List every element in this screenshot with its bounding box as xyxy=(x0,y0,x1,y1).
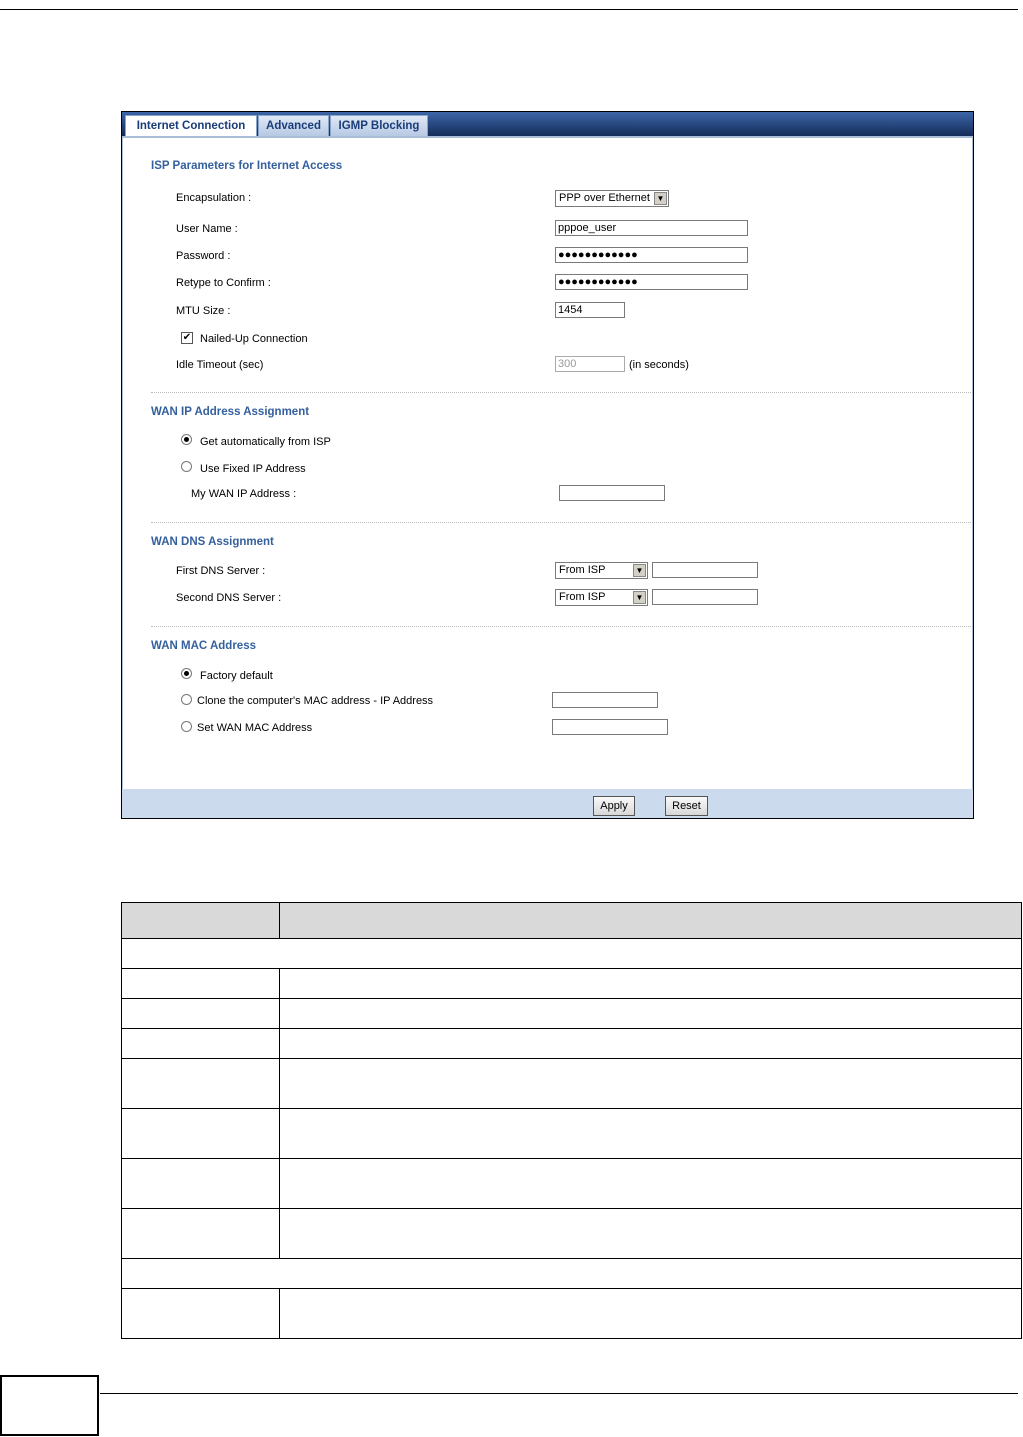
table-cell xyxy=(280,1159,1022,1209)
chevron-down-icon: ▼ xyxy=(654,192,667,205)
table-cell xyxy=(122,939,1022,969)
table-cell xyxy=(280,999,1022,1029)
button-bar xyxy=(122,789,973,818)
table-row xyxy=(122,1159,1022,1209)
section-divider xyxy=(151,392,971,393)
table-cell xyxy=(122,999,280,1029)
clone-mac-radio[interactable] xyxy=(181,694,192,705)
table-row xyxy=(122,1209,1022,1259)
chevron-down-icon: ▼ xyxy=(633,591,646,604)
tab-igmp-blocking[interactable]: IGMP Blocking xyxy=(330,115,428,136)
reset-button[interactable]: Reset xyxy=(665,796,708,816)
mtu-label: MTU Size : xyxy=(176,305,231,317)
first-dns-input[interactable] xyxy=(652,562,758,578)
idle-timeout-unit: (in seconds) xyxy=(629,359,689,371)
apply-button[interactable]: Apply xyxy=(593,796,635,816)
table-cell xyxy=(122,1209,280,1259)
table-cell xyxy=(122,1259,1022,1289)
factory-default-radio[interactable] xyxy=(181,668,192,679)
section-divider xyxy=(151,626,971,627)
get-auto-radio[interactable] xyxy=(181,434,192,445)
idle-timeout-input[interactable]: 300 xyxy=(555,356,625,372)
table-section-row xyxy=(122,939,1022,969)
get-auto-label: Get automatically from ISP xyxy=(200,436,331,448)
retype-password-input[interactable]: ●●●●●●●●●●●● xyxy=(555,274,748,290)
retype-label: Retype to Confirm : xyxy=(176,277,271,289)
set-mac-radio[interactable] xyxy=(181,721,192,732)
set-mac-input[interactable] xyxy=(552,719,668,735)
first-dns-label: First DNS Server : xyxy=(176,565,266,577)
clone-mac-ip-input[interactable] xyxy=(552,692,658,708)
table-cell xyxy=(280,1029,1022,1059)
section-title-wan-mac: WAN MAC Address xyxy=(151,640,256,652)
second-dns-label: Second DNS Server : xyxy=(176,592,282,604)
section-title-wan-ip: WAN IP Address Assignment xyxy=(151,406,310,418)
clone-mac-label: Clone the computer's MAC address - IP Address xyxy=(197,695,434,707)
nailed-up-checkbox[interactable]: ✔ xyxy=(182,332,192,343)
page-header-rule xyxy=(0,9,1018,10)
table-row xyxy=(122,969,1022,999)
description-table xyxy=(121,902,1022,1339)
username-input[interactable]: pppoe_user xyxy=(555,220,748,236)
page-number-box xyxy=(0,1375,99,1436)
tab-internet-connection[interactable]: Internet Connection xyxy=(125,115,257,136)
chevron-down-icon: ▼ xyxy=(633,564,646,577)
table-cell xyxy=(280,1209,1022,1259)
page-footer-rule xyxy=(100,1393,1018,1394)
tab-bar xyxy=(122,112,973,136)
fixed-ip-label: Use Fixed IP Address xyxy=(200,463,306,475)
username-label: User Name : xyxy=(176,223,238,235)
section-title-wan-dns: WAN DNS Assignment xyxy=(151,536,274,548)
second-dns-select[interactable] xyxy=(555,589,648,606)
table-row xyxy=(122,1289,1022,1339)
nailed-up-label: Nailed-Up Connection xyxy=(200,333,308,345)
table-cell xyxy=(122,1289,280,1339)
set-mac-label: Set WAN MAC Address xyxy=(197,722,313,734)
table-section-row xyxy=(122,1259,1022,1289)
tab-content xyxy=(122,136,973,791)
second-dns-value: From ISP xyxy=(559,591,606,603)
encapsulation-label: Encapsulation : xyxy=(176,192,252,204)
second-dns-input[interactable] xyxy=(652,589,758,605)
encapsulation-value: PPP over Ethernet xyxy=(559,192,650,204)
table-cell xyxy=(122,1159,280,1209)
table-header-cell xyxy=(122,903,280,939)
internet-connection-panel xyxy=(121,111,974,819)
table-cell xyxy=(280,969,1022,999)
table-row xyxy=(122,1029,1022,1059)
section-title-isp: ISP Parameters for Internet Access xyxy=(151,160,343,172)
fixed-ip-radio[interactable] xyxy=(181,461,192,472)
my-wan-ip-input[interactable] xyxy=(559,485,665,501)
table-cell xyxy=(280,1109,1022,1159)
table-row xyxy=(122,1109,1022,1159)
idle-timeout-label: Idle Timeout (sec) xyxy=(176,359,264,371)
table-cell xyxy=(280,1289,1022,1339)
encapsulation-select[interactable] xyxy=(555,190,669,207)
table-cell xyxy=(122,969,280,999)
my-wan-ip-label: My WAN IP Address : xyxy=(191,488,297,500)
first-dns-select[interactable] xyxy=(555,562,648,579)
password-label: Password : xyxy=(176,250,231,262)
table-cell xyxy=(280,1059,1022,1109)
table-cell xyxy=(122,1029,280,1059)
section-divider xyxy=(151,522,971,523)
table-row xyxy=(122,999,1022,1029)
table-row xyxy=(122,1059,1022,1109)
table-header-row xyxy=(122,903,1022,939)
mtu-input[interactable]: 1454 xyxy=(555,302,625,318)
table-cell xyxy=(122,1059,280,1109)
table-header-cell xyxy=(280,903,1022,939)
first-dns-value: From ISP xyxy=(559,564,606,576)
tab-advanced[interactable]: Advanced xyxy=(258,115,329,136)
password-input[interactable]: ●●●●●●●●●●●● xyxy=(555,247,748,263)
table-cell xyxy=(122,1109,280,1159)
factory-default-label: Factory default xyxy=(200,670,273,682)
